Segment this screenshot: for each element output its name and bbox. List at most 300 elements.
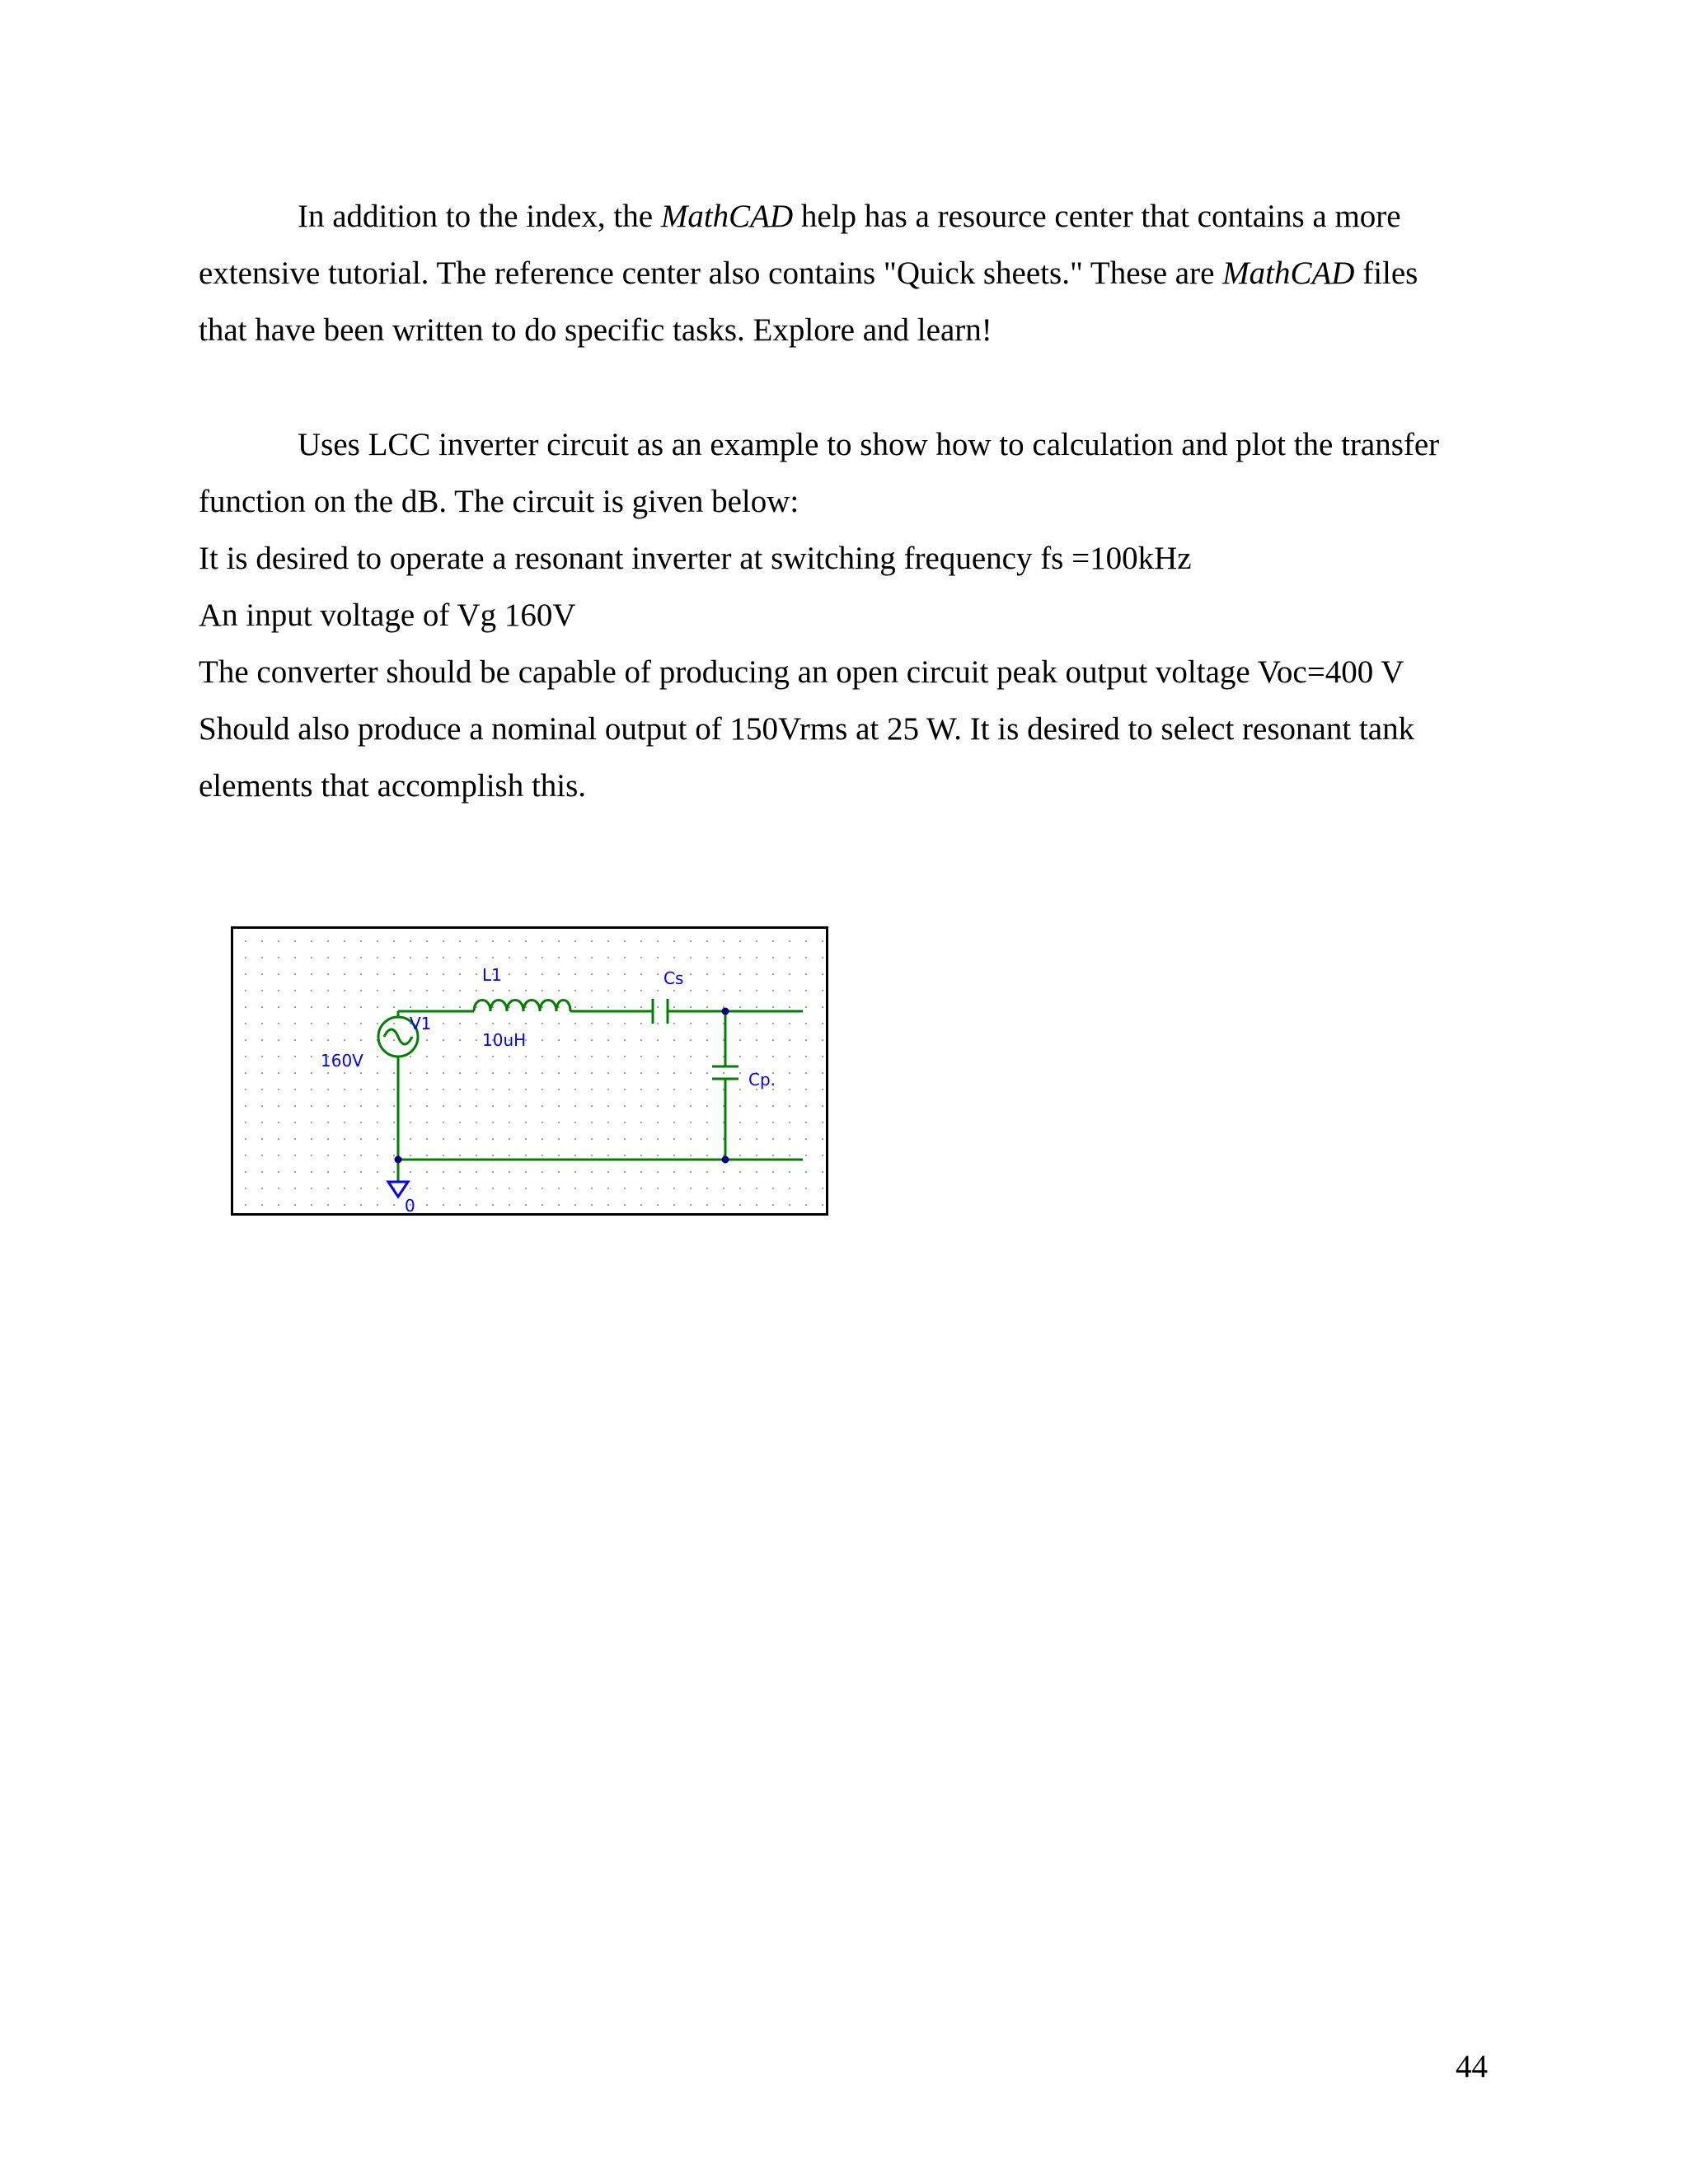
grid-dot	[657, 973, 659, 975]
grid-dot	[574, 1188, 576, 1189]
grid-dot	[509, 990, 510, 991]
grid-dot	[591, 973, 593, 975]
grid-dot	[327, 1089, 329, 1090]
grid-dot	[459, 1105, 461, 1107]
grid-dot	[558, 1188, 560, 1189]
grid-dot	[327, 1171, 329, 1173]
grid-dot	[311, 1006, 312, 1008]
grid-dot	[558, 1072, 560, 1074]
grid-dot	[410, 1171, 411, 1173]
grid-dot	[294, 973, 296, 975]
grid-dot	[657, 957, 659, 958]
grid-dot	[739, 1204, 741, 1206]
text-run: files	[1354, 255, 1418, 291]
grid-dot	[805, 1006, 807, 1008]
inductor-value-label: 10uH	[482, 1030, 527, 1050]
grid-dot	[542, 1023, 543, 1024]
grid-dot	[657, 1023, 659, 1024]
grid-dot	[640, 1188, 642, 1189]
grid-dot	[673, 1039, 675, 1041]
lcc-circuit-schematic	[231, 926, 828, 1216]
grid-dot	[624, 1171, 626, 1173]
grid-dot	[822, 1006, 823, 1008]
grid-dot	[476, 1089, 477, 1090]
grid-dot	[261, 1006, 263, 1008]
grid-dot	[542, 990, 543, 991]
grid-dot	[476, 1171, 477, 1173]
series-cap-label: Cs	[663, 968, 684, 988]
grid-dot	[311, 1039, 312, 1041]
grid-dot	[805, 1155, 807, 1156]
grid-dot	[789, 1188, 790, 1189]
grid-dot	[673, 1138, 675, 1140]
grid-dot	[607, 1089, 609, 1090]
grid-dot	[706, 1188, 708, 1189]
grid-dot	[311, 1072, 312, 1074]
grid-dot	[525, 1204, 527, 1206]
grid-dot	[690, 1105, 692, 1107]
grid-dot	[261, 1155, 263, 1156]
grid-dot	[426, 1122, 428, 1123]
grid-dot	[344, 1089, 345, 1090]
grid-dot	[772, 973, 774, 975]
grid-dot	[476, 957, 477, 958]
grid-dot	[327, 1039, 329, 1041]
grid-dot	[723, 973, 724, 975]
grid-dot	[640, 940, 642, 942]
grid-dot	[542, 1039, 543, 1041]
grid-dot	[360, 1039, 362, 1041]
grid-dot	[706, 1122, 708, 1123]
grid-dot	[278, 1122, 279, 1123]
grid-dot	[723, 957, 724, 958]
grid-dot	[624, 957, 626, 958]
grid-dot	[476, 973, 477, 975]
paragraph1-line1	[298, 198, 1401, 236]
grid-dot	[690, 1155, 692, 1156]
grid-dot	[822, 1089, 823, 1090]
grid-dot	[657, 1089, 659, 1090]
grid-dot	[344, 1155, 345, 1156]
grid-dot	[245, 1072, 246, 1074]
grid-dot	[393, 957, 395, 958]
grid-dot	[591, 940, 593, 942]
grid-dot	[360, 973, 362, 975]
grid-dot	[822, 1155, 823, 1156]
grid-dot	[706, 990, 708, 991]
grid-dot	[657, 990, 659, 991]
grid-dot	[542, 1105, 543, 1107]
grid-dot	[443, 1188, 444, 1189]
grid-dot	[706, 1105, 708, 1107]
grid-dot	[311, 940, 312, 942]
grid-dot	[476, 990, 477, 991]
grid-dot	[294, 1122, 296, 1123]
grid-dot	[525, 1056, 527, 1057]
grid-dot	[542, 1188, 543, 1189]
grid-dot	[245, 1105, 246, 1107]
grid-dot	[344, 1006, 345, 1008]
grid-dot	[607, 990, 609, 991]
grid-dot	[756, 1204, 757, 1206]
grid-dot	[607, 1072, 609, 1074]
inductor-symbol	[474, 1001, 570, 1012]
grid-dot	[690, 1188, 692, 1189]
grid-dot	[327, 1155, 329, 1156]
grid-dot	[591, 1122, 593, 1123]
grid-dot	[591, 1188, 593, 1189]
grid-dot	[822, 1039, 823, 1041]
grid-dot	[245, 1138, 246, 1140]
grid-dot	[673, 1188, 675, 1189]
grid-dot	[657, 1105, 659, 1107]
grid-dot	[311, 1204, 312, 1206]
grid-dot	[574, 1204, 576, 1206]
grid-dot	[459, 1006, 461, 1008]
grid-dot	[607, 1006, 609, 1008]
paragraph2-line3: It is desired to operate a resonant inverter at switching frequency fs =100kHz	[199, 541, 1192, 576]
grid-dot	[245, 973, 246, 975]
grid-dot	[756, 990, 757, 991]
grid-dot	[443, 973, 444, 975]
grid-dot	[327, 1188, 329, 1189]
grid-dot	[393, 1122, 395, 1123]
grid-dot	[492, 957, 494, 958]
text-run: In addition to the index, the	[298, 199, 661, 234]
grid-dot	[574, 957, 576, 958]
grid-dot	[377, 1188, 378, 1189]
grid-dot	[360, 1171, 362, 1173]
grid-dot	[542, 1072, 543, 1074]
grid-dot	[640, 1155, 642, 1156]
grid-dot	[311, 1023, 312, 1024]
grid-dot	[245, 957, 246, 958]
grid-dot	[624, 1138, 626, 1140]
grid-dot	[542, 1155, 543, 1156]
grid-dot	[640, 1072, 642, 1074]
grid-dot	[393, 1039, 395, 1041]
grid-dot	[805, 1089, 807, 1090]
grid-dot	[756, 1006, 757, 1008]
paragraph1-line3: that have been written to do specific tasks. Explore and learn!	[199, 312, 992, 348]
grid-dot	[443, 1105, 444, 1107]
grid-dot	[344, 1023, 345, 1024]
grid-dot	[805, 1039, 807, 1041]
grid-dot	[377, 1122, 378, 1123]
grid-dot	[673, 1006, 675, 1008]
text-run: extensive tutorial. The reference center also contains "Quick sheets." These are	[199, 255, 1223, 291]
ground-label: 0	[405, 1196, 415, 1216]
grid-dot	[509, 1155, 510, 1156]
parallel-cap-label: Cp.	[748, 1070, 776, 1090]
grid-dot	[723, 940, 724, 942]
grid-dot	[278, 957, 279, 958]
paragraph2-line4: An input voltage of Vg 160V	[199, 598, 576, 633]
grid-dot	[443, 1056, 444, 1057]
grid-dot	[410, 1122, 411, 1123]
grid-dot	[261, 1039, 263, 1041]
grid-dot	[294, 1188, 296, 1189]
grid-dot	[492, 1056, 494, 1057]
grid-dot	[393, 1204, 395, 1206]
grid-dot	[805, 1188, 807, 1189]
grid-dot	[327, 940, 329, 942]
grid-dot	[542, 973, 543, 975]
grid-dot	[377, 1138, 378, 1140]
grid-dot	[294, 1039, 296, 1041]
grid-dot	[772, 1171, 774, 1173]
grid-dot	[492, 1155, 494, 1156]
grid-dot	[574, 1171, 576, 1173]
grid-dot	[805, 957, 807, 958]
grid-dot	[640, 1204, 642, 1206]
grid-dot	[591, 1171, 593, 1173]
grid-dot	[640, 1089, 642, 1090]
grid-dot	[476, 1056, 477, 1057]
grid-dot	[723, 1072, 724, 1074]
grid-dot	[443, 1122, 444, 1123]
grid-dot	[327, 1122, 329, 1123]
grid-dot	[723, 1171, 724, 1173]
grid-dot	[476, 1023, 477, 1024]
grid-dot	[476, 1204, 477, 1206]
grid-dot	[509, 1056, 510, 1057]
series-capacitor-symbol	[653, 999, 668, 1024]
grid-dots	[245, 940, 823, 1206]
grid-dot	[360, 1204, 362, 1206]
grid-dot	[377, 940, 378, 942]
grid-dot	[690, 1072, 692, 1074]
grid-dot	[805, 990, 807, 991]
paragraph2-line6: Should also produce a nominal output of 150Vrms at 25 W. It is desired to select resonant tank	[199, 711, 1415, 747]
grid-dot	[624, 1188, 626, 1189]
grid-dot	[278, 1072, 279, 1074]
grid-dot	[640, 1122, 642, 1123]
schematic-frame	[232, 928, 828, 1215]
grid-dot	[558, 940, 560, 942]
grid-dot	[805, 1056, 807, 1057]
grid-dot	[756, 973, 757, 975]
grid-dot	[624, 990, 626, 991]
grid-dot	[278, 990, 279, 991]
paragraph2-line7: elements that accomplish this.	[199, 768, 587, 804]
parallel-capacitor-symbol	[712, 1066, 738, 1079]
grid-dot	[294, 1105, 296, 1107]
grid-dot	[542, 1089, 543, 1090]
grid-dot	[574, 1089, 576, 1090]
grid-dot	[311, 973, 312, 975]
grid-dot	[624, 973, 626, 975]
grid-dot	[393, 1171, 395, 1173]
grid-dot	[607, 973, 609, 975]
grid-dot	[624, 1089, 626, 1090]
grid-dot	[344, 1138, 345, 1140]
grid-dot	[574, 1006, 576, 1008]
grid-dot	[607, 1023, 609, 1024]
grid-dot	[789, 1023, 790, 1024]
grid-dot	[558, 1138, 560, 1140]
grid-dot	[574, 1023, 576, 1024]
grid-dot	[344, 973, 345, 975]
grid-dot	[393, 1006, 395, 1008]
grid-dot	[426, 1089, 428, 1090]
grid-dot	[278, 1006, 279, 1008]
grid-dot	[756, 1171, 757, 1173]
grid-dot	[261, 1105, 263, 1107]
grid-dot	[706, 1155, 708, 1156]
grid-dot	[426, 1138, 428, 1140]
grid-dot	[525, 1089, 527, 1090]
grid-dot	[492, 1023, 494, 1024]
grid-dot	[558, 1039, 560, 1041]
grid-dot	[278, 1023, 279, 1024]
grid-dot	[278, 973, 279, 975]
grid-dot	[443, 1023, 444, 1024]
grid-dot	[492, 940, 494, 942]
grid-dot	[261, 1122, 263, 1123]
paragraph2-line5: The converter should be capable of producing an open circuit peak output voltage Voc=400 V	[199, 654, 1404, 690]
grid-dot	[657, 1122, 659, 1123]
grid-dot	[739, 1056, 741, 1057]
grid-dot	[344, 957, 345, 958]
grid-dot	[509, 1105, 510, 1107]
grid-dot	[459, 1171, 461, 1173]
node-dot	[722, 1008, 729, 1015]
grid-dot	[360, 1105, 362, 1107]
node-dot	[395, 1156, 402, 1164]
grid-dot	[443, 1138, 444, 1140]
grid-dot	[574, 990, 576, 991]
grid-dot	[509, 973, 510, 975]
grid-dot	[245, 1089, 246, 1090]
grid-dot	[673, 957, 675, 958]
grid-dot	[789, 1138, 790, 1140]
grid-dot	[558, 1089, 560, 1090]
grid-dot	[805, 1171, 807, 1173]
grid-dot	[492, 1171, 494, 1173]
grid-dot	[574, 940, 576, 942]
grid-dot	[525, 1072, 527, 1074]
grid-dot	[739, 1171, 741, 1173]
grid-dot	[739, 1122, 741, 1123]
grid-dot	[278, 1155, 279, 1156]
grid-dot	[509, 1188, 510, 1189]
grid-dot	[822, 973, 823, 975]
grid-dot	[706, 1171, 708, 1173]
grid-dot	[640, 990, 642, 991]
grid-dot	[261, 1089, 263, 1090]
grid-dot	[410, 1188, 411, 1189]
grid-dot	[772, 1006, 774, 1008]
grid-dot	[673, 1122, 675, 1123]
grid-dot	[426, 1072, 428, 1074]
grid-dot	[756, 957, 757, 958]
grid-dot	[591, 1056, 593, 1057]
grid-dot	[410, 1056, 411, 1057]
grid-dot	[772, 1105, 774, 1107]
grid-dot	[822, 1072, 823, 1074]
grid-dot	[327, 990, 329, 991]
grid-dot	[772, 1155, 774, 1156]
grid-dot	[410, 973, 411, 975]
grid-dot	[772, 1122, 774, 1123]
grid-dot	[574, 1105, 576, 1107]
grid-dot	[311, 1089, 312, 1090]
paragraph2-line1: Uses LCC inverter circuit as an example to show how to calculation and plot the transfer	[298, 427, 1440, 462]
grid-dot	[772, 1204, 774, 1206]
grid-dot	[657, 940, 659, 942]
grid-dot	[558, 1122, 560, 1123]
grid-dot	[772, 990, 774, 991]
grid-dot	[294, 1072, 296, 1074]
grid-dot	[459, 1039, 461, 1041]
grid-dot	[640, 973, 642, 975]
grid-dot	[261, 940, 263, 942]
grid-dot	[443, 940, 444, 942]
grid-dot	[509, 1204, 510, 1206]
page-number: 44	[1456, 2049, 1488, 2084]
grid-dot	[261, 990, 263, 991]
grid-dot	[278, 1204, 279, 1206]
grid-dot	[756, 1023, 757, 1024]
paragraph1-line2	[199, 255, 1418, 293]
grid-dot	[789, 1171, 790, 1173]
grid-dot	[525, 973, 527, 975]
grid-dot	[690, 1138, 692, 1140]
grid-dot	[789, 1039, 790, 1041]
grid-dot	[294, 1056, 296, 1057]
grid-dot	[805, 1122, 807, 1123]
paragraph2-line2: function on the dB. The circuit is given below:	[199, 484, 799, 519]
grid-dot	[558, 957, 560, 958]
grid-dot	[657, 1006, 659, 1008]
grid-dot	[311, 1155, 312, 1156]
grid-dot	[245, 1204, 246, 1206]
grid-dot	[739, 1188, 741, 1189]
grid-dot	[805, 1204, 807, 1206]
text-run-italic: MathCAD	[1222, 255, 1355, 291]
grid-dot	[261, 1023, 263, 1024]
grid-dot	[525, 990, 527, 991]
grid-dot	[574, 1056, 576, 1057]
grid-dot	[492, 1204, 494, 1206]
grid-dot	[459, 1155, 461, 1156]
grid-dot	[261, 1171, 263, 1173]
grid-dot	[739, 1023, 741, 1024]
grid-dot	[673, 1204, 675, 1206]
grid-dot	[393, 1155, 395, 1156]
grid-dot	[426, 1039, 428, 1041]
grid-dot	[311, 990, 312, 991]
grid-dot	[574, 973, 576, 975]
grid-dot	[393, 990, 395, 991]
grid-dot	[772, 1188, 774, 1189]
grid-dot	[591, 1105, 593, 1107]
grid-dot	[591, 1155, 593, 1156]
grid-dot	[706, 1089, 708, 1090]
grid-dot	[245, 1155, 246, 1156]
grid-dot	[377, 1171, 378, 1173]
grid-dot	[542, 1056, 543, 1057]
grid-dot	[706, 1006, 708, 1008]
grid-dot	[426, 973, 428, 975]
grid-dot	[756, 1138, 757, 1140]
grid-dot	[509, 1072, 510, 1074]
grid-dot	[410, 1006, 411, 1008]
grid-dot	[673, 1072, 675, 1074]
grid-dot	[607, 1188, 609, 1189]
grid-dot	[739, 1138, 741, 1140]
